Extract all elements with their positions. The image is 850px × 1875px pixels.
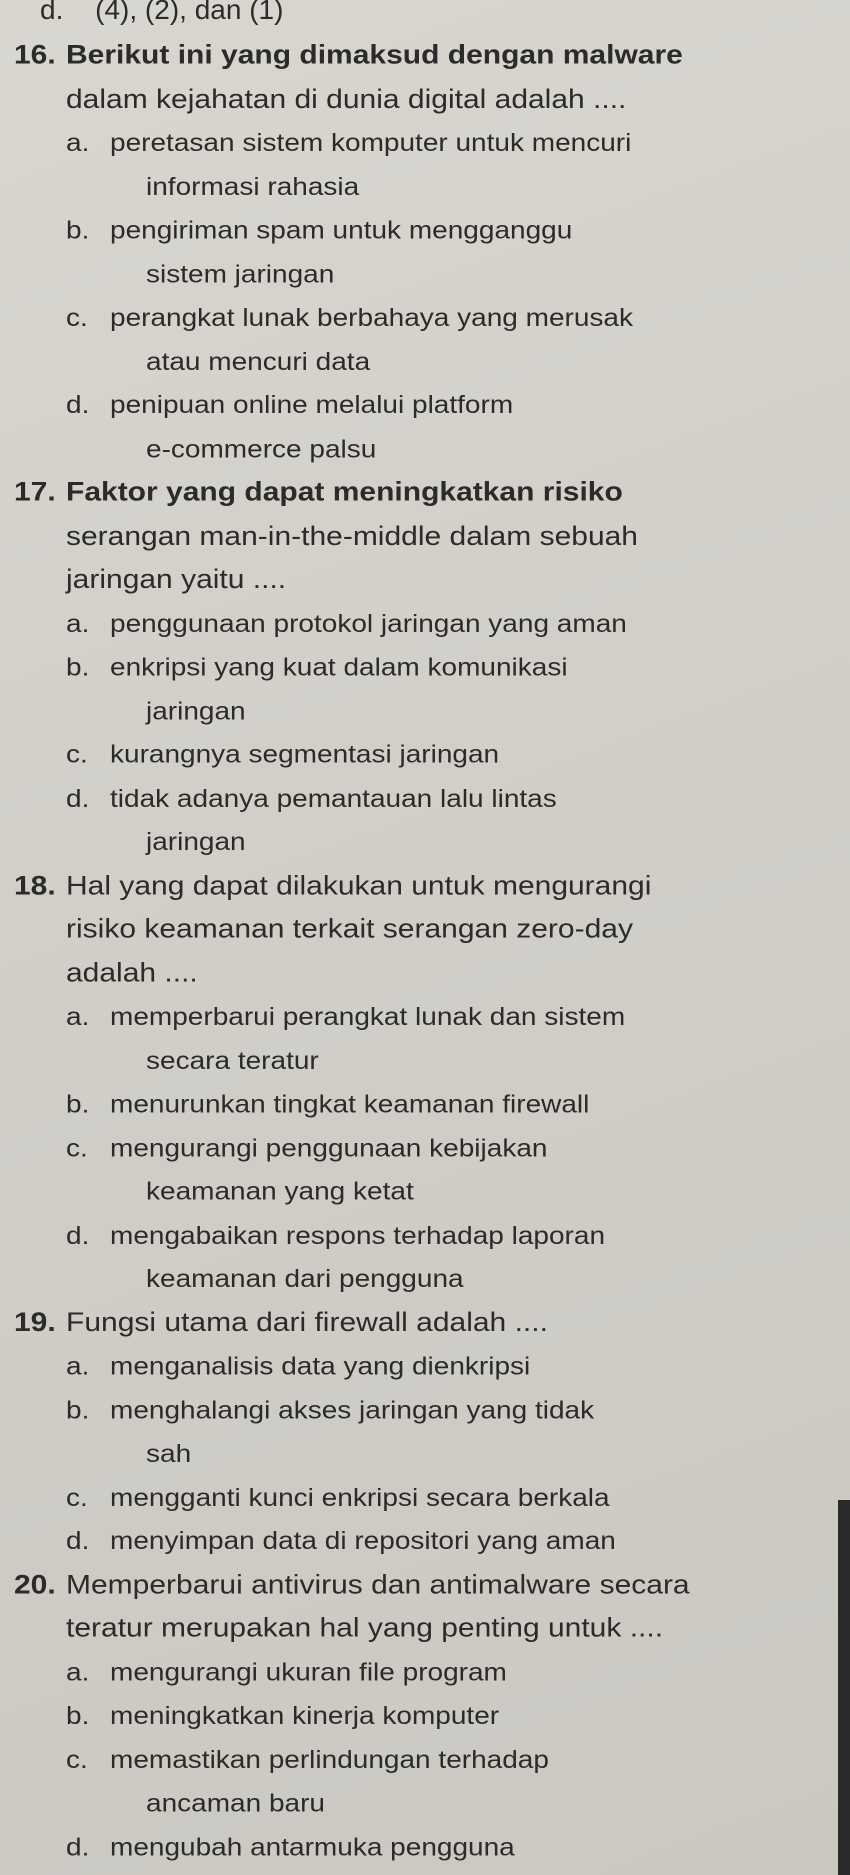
question-17 [0,471,830,864]
question-row [0,951,830,995]
question-row [0,1563,830,1607]
option-row [0,1476,830,1520]
question-row [0,1301,830,1345]
option-row [0,995,830,1039]
option-row [0,1214,830,1258]
option-text-line: secara teratur [146,1046,319,1074]
option-text-line: sah [146,1439,192,1468]
question-text-line: Fungsi utama dari firewall adalah .... [66,1307,548,1338]
option-text-line: informasi rahasia [146,172,360,201]
option-row [0,1650,830,1694]
option-row [0,209,830,253]
option-row [0,427,830,471]
option-row [0,1738,830,1782]
option-letter: b. [66,1395,90,1424]
question-text-line: serangan man-in-the-middle dalam sebuah [66,520,638,551]
option-text-line: jaringan [146,696,246,725]
option-text-line: menganalisis data yang dienkripsi [110,1351,531,1380]
option-row [0,384,830,428]
question-16 [0,34,830,471]
question-text-line: teratur merupakan hal yang penting untuk .... [66,1613,664,1643]
question-text-line: jaringan yaitu .... [66,564,287,595]
option-letter: a. [66,128,90,157]
question-text-line: Berikut ini yang dimaksud dengan malware [66,40,683,71]
question-text-line: Hal yang dapat dilakukan untuk mengurangi [66,870,652,901]
question-row [0,34,830,78]
question-18 [0,864,830,1301]
option-letter: c. [66,303,88,332]
option-text-line: menghalangi akses jaringan yang tidak [110,1395,595,1424]
question-row [0,471,830,515]
option-letter: d. [66,1526,90,1555]
question-19 [0,1301,830,1563]
question-number: 18. [14,870,56,901]
question-number: 19. [14,1307,56,1338]
option-row [0,1039,830,1083]
option-letter: c. [66,1482,88,1511]
option-row [0,1825,830,1869]
option-letter: d. [66,390,90,419]
question-text-line: dalam kejahatan di dunia digital adalah .... [66,83,627,114]
question-text-line: adalah .... [66,957,198,988]
option-row [0,1257,830,1301]
option-row [0,340,830,384]
question-text-line: risiko keamanan terkait serangan zero-day [66,914,633,944]
option-text-line: mengurangi ukuran file program [110,1657,507,1686]
question-row [0,78,830,122]
option-row [0,1083,830,1127]
option-text-line: menurunkan tingkat keamanan firewall [110,1089,590,1118]
option-row [0,820,830,864]
option-letter: b. [66,215,90,244]
option-row [0,1782,830,1826]
question-text-line: Faktor yang dapat meningkatkan risiko [66,477,623,507]
option-text-line: keamanan dari pengguna [146,1264,464,1293]
option-row [0,1388,830,1432]
option-row [0,777,830,821]
option-text-line: meningkatkan kinerja komputer [110,1701,500,1730]
option-row [0,1170,830,1214]
option-letter: c. [66,1745,88,1773]
option-row [0,689,830,733]
option-letter: a. [66,1002,90,1031]
option-text-line: mengurangi penggunaan kebijakan [110,1133,548,1162]
option-letter: a. [66,609,90,638]
option-letter: b. [66,1089,90,1118]
option-text-line: atau mencuri data [146,347,371,375]
option-text-line: menyimpan data di repositori yang aman [110,1526,616,1555]
option-row [0,296,830,340]
option-text: (4), (2), dan (1) [95,0,284,25]
option-letter: c. [66,740,88,769]
question-row [0,864,830,908]
question-row [0,1607,830,1651]
option-text-line: penipuan online melalui platform [110,390,514,419]
option-text-line: mengganti kunci enkripsi secara berkala [110,1482,610,1511]
question-row [0,908,830,952]
option-text-line: memastikan perlindungan terhadap [110,1745,549,1773]
option-row [0,121,830,165]
option-row [0,1519,830,1563]
previous-question-fragment [40,0,283,26]
option-letter: a. [66,1351,90,1380]
option-text-line: tidak adanya pemantauan lalu lintas [110,783,557,812]
question-text-line: Memperbarui antivirus dan antimalware secara [66,1569,690,1600]
option-text-line: mengubah antarmuka pengguna [110,1832,515,1861]
option-letter: b. [66,652,90,681]
option-text-line: kurangnya segmentasi jaringan [110,740,500,769]
option-text-line: enkripsi yang kuat dalam komunikasi [110,652,568,681]
option-letter: d. [40,0,64,25]
question-column [0,34,830,1869]
question-20 [0,1563,830,1869]
option-text-line: sistem jaringan [146,259,335,288]
question-number: 20. [14,1569,56,1600]
option-row [0,1694,830,1738]
option-letter: d. [66,783,90,812]
option-row [0,1432,830,1476]
option-letter: a. [66,1657,90,1686]
option-letter: c. [66,1133,88,1162]
option-row [0,1126,830,1170]
option-text-line: keamanan yang ketat [146,1177,414,1206]
option-letter: d. [66,1220,90,1249]
question-number: 16. [14,40,56,71]
page-edge-shadow [838,1500,850,1875]
option-text-line: e-commerce palsu [146,434,377,463]
option-row [0,733,830,777]
option-text-line: jaringan [146,827,246,856]
option-text-line: memperbarui perangkat lunak dan sistem [110,1002,626,1031]
question-row [0,515,830,559]
option-text-line: perangkat lunak berbahaya yang merusak [110,303,634,332]
option-row [0,646,830,690]
option-text-line: peretasan sistem komputer untuk mencuri [110,128,632,157]
option-text-line: mengabaikan respons terhadap laporan [110,1220,606,1249]
option-row [0,252,830,296]
question-number: 17. [14,477,56,507]
option-text-line: penggunaan protokol jaringan yang aman [110,609,627,638]
option-text-line: ancaman baru [146,1788,326,1817]
option-row [0,1345,830,1389]
option-row [0,165,830,209]
option-letter: b. [66,1701,90,1730]
option-row [0,602,830,646]
option-letter: d. [66,1832,90,1861]
option-text-line: pengiriman spam untuk mengganggu [110,215,573,244]
question-row [0,558,830,602]
